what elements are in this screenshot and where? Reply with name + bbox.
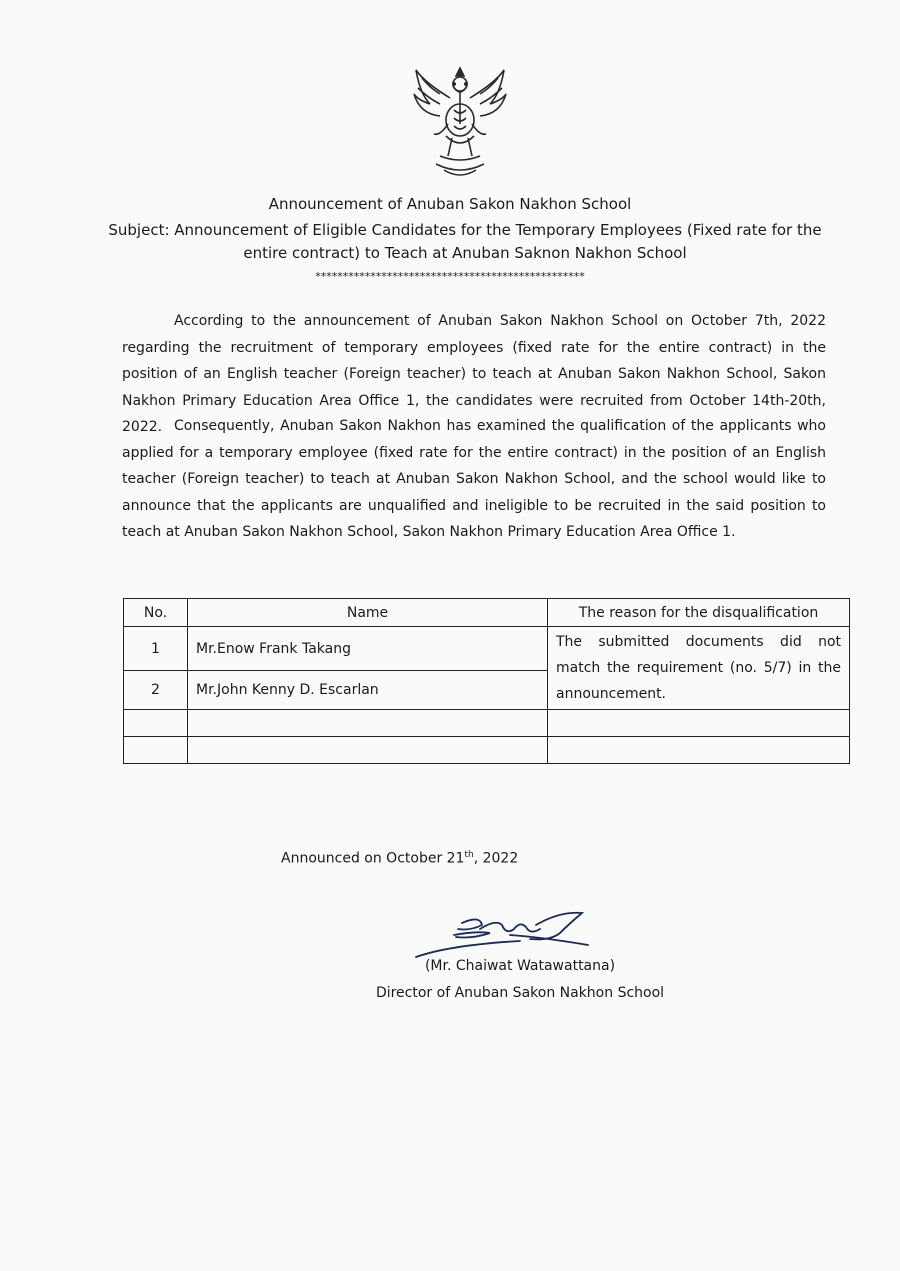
date-prefix: Announced on October 21 bbox=[281, 850, 465, 867]
row-reason: The submitted documents did not match the requirement (no. 5/7) in the announcement. bbox=[548, 627, 850, 710]
row-name: Mr.John Kenny D. Escarlan bbox=[188, 671, 548, 710]
document-subject: Subject: Announcement of Eligible Candidates for the Temporary Employees (Fixed rate for the entire contract) to Teach at Anuban Saknon Nakhon School bbox=[108, 221, 822, 262]
garuda-emblem-icon bbox=[410, 64, 510, 184]
header-name: Name bbox=[188, 599, 548, 627]
paragraph-text: Consequently, Anuban Sakon Nakhon has examined the qualification of the applicants who applied for a temporary employee (fixed rate for the entire contract) in the position of an English teacher (Foreign teacher) to teach at Anuban Sakon Nakhon School, and the school would like to announce that the applicants are unqualified and ineligible to be recruited in the said position to teach at Anuban Sakon Nakhon School, Sakon Nakhon Primary Education Area Office 1. bbox=[122, 418, 826, 540]
signer-name: (Mr. Chaiwat Watawattana) bbox=[424, 958, 616, 974]
date-year: , 2022 bbox=[473, 850, 519, 867]
row-name: Mr.Enow Frank Takang bbox=[188, 627, 548, 671]
paragraph bbox=[122, 413, 826, 546]
empty-row bbox=[124, 710, 850, 737]
document-title: Announcement of Anuban Sakon Nakhon School bbox=[268, 195, 632, 213]
row-no: 1 bbox=[124, 627, 188, 671]
title-separator: ************************************************* bbox=[315, 270, 585, 283]
header-reason: The reason for the disqualification bbox=[548, 599, 850, 627]
table-row bbox=[124, 627, 850, 671]
signature-image bbox=[410, 905, 600, 965]
disqualification-table bbox=[123, 598, 850, 764]
announcement-date bbox=[281, 850, 518, 867]
empty-row bbox=[124, 737, 850, 764]
table-header-row bbox=[124, 599, 850, 627]
date-ordinal: th bbox=[464, 850, 474, 860]
paragraph-text: According to the announcement of Anuban Sakon Nakhon School on October 7th, 2022 regarding the recruitment of temporary employees (fixed rate for the entire contract) in the position of an English teacher (Foreign teacher) to teach at Anuban Sakon Nakhon School, Sakon Nakhon Primary Education Area Office 1, the candidates were recruited from October 14th-20th, 2022. bbox=[122, 313, 826, 435]
signer-title: Director of Anuban Sakon Nakhon School bbox=[375, 985, 665, 1001]
row-no: 2 bbox=[124, 671, 188, 710]
header-no: No. bbox=[124, 599, 188, 627]
